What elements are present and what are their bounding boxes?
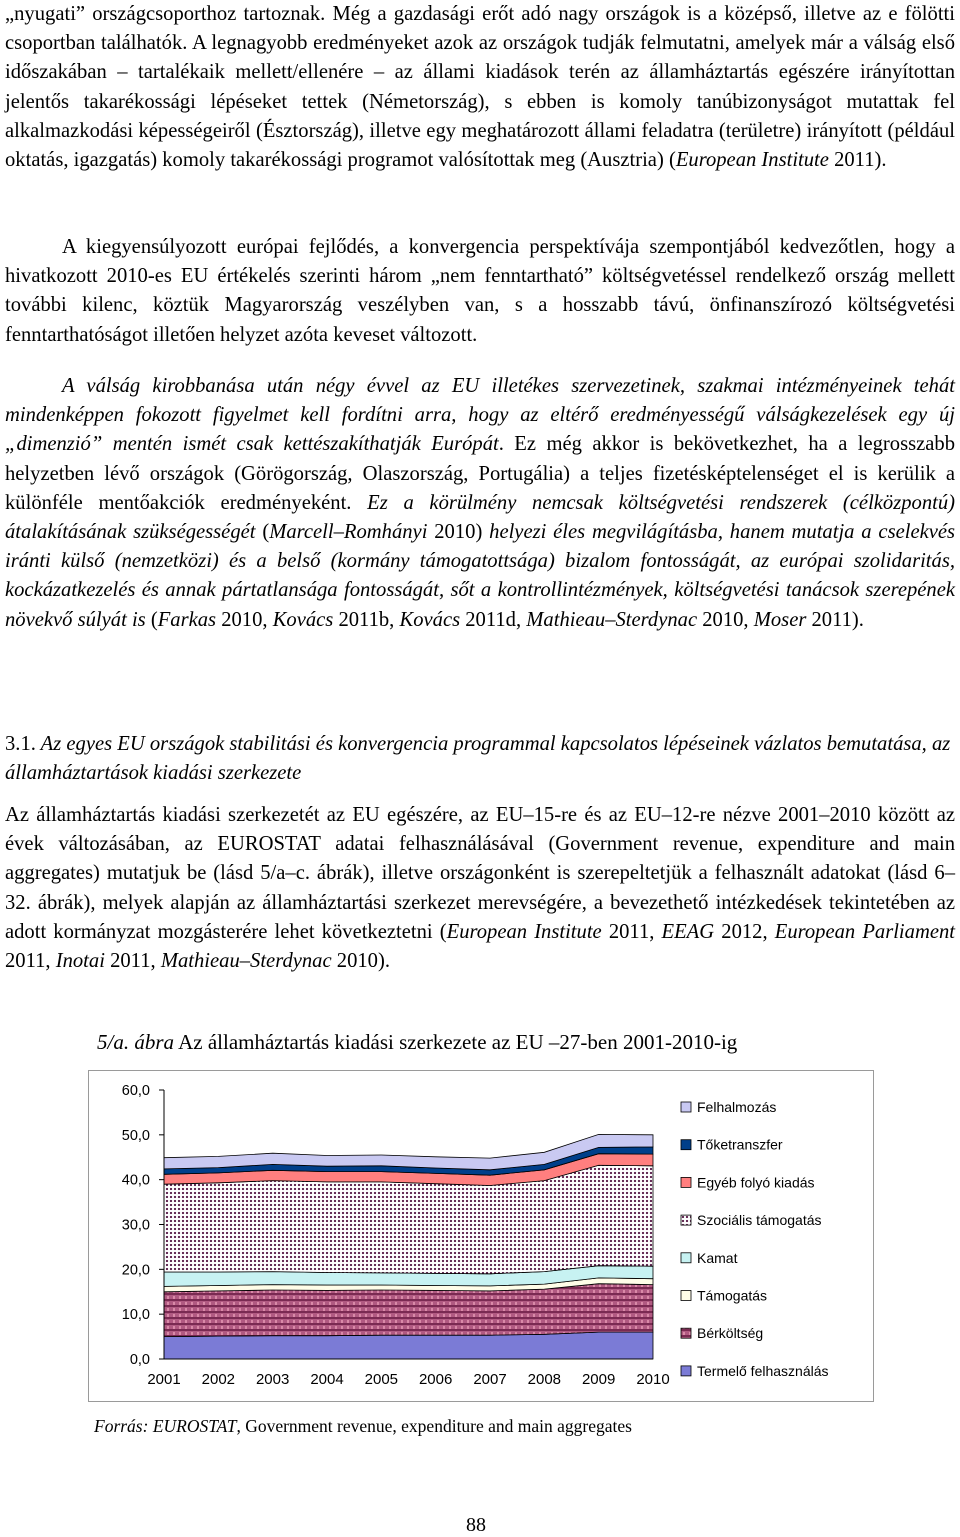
y-tick-label: 0,0: [129, 1352, 150, 1368]
paragraph-4: [5, 801, 955, 976]
citation: Kovács: [272, 608, 334, 631]
paragraph-3-text: (: [145, 608, 158, 631]
page-number: 88: [466, 1514, 486, 1536]
paragraph-3-italic: Ez a körülmény nemcsak költségvetési rendszerek (célközpontú) átalakításának szükségességét: [5, 491, 956, 544]
citation: EEAG: [661, 920, 715, 943]
y-tick-label: 30,0: [121, 1217, 150, 1234]
legend-label: Szociális támogatás: [697, 1212, 822, 1229]
paragraph-4-text: Az államháztartás kiadási szerkezetét az EU egészére, az EU–15-re és az EU–12-re nézve 2001–2010 között az évek változásában, az EUROSTAT adatai felhasználásával (Government revenue, expenditure and main aggregates) mutatjuk be (lásd 5/a–c. ábrák), illetve országonként is szerepeltetjük a felhasznált adatokat (lásd 6–32. ábrák), melyek alapján az államháztartási szerkezet merevségére, a bevezethető intézkedések tekintetében az adott kormányzat mozgásterére lehet következtetni (: [5, 804, 955, 943]
x-tick-label: 2002: [201, 1371, 236, 1388]
citation: Marcell–Romhányi: [269, 521, 428, 544]
x-tick-label: 2008: [527, 1371, 562, 1388]
legend-swatch: [681, 1328, 691, 1338]
stacked-area-chart: [89, 1071, 873, 1401]
paragraph-3-text: 2011).: [806, 608, 864, 631]
section-title: Az egyes EU országok stabilitási és konvergencia programmal kapcsolatos lépéseinek vázlatos bemutatása, az államháztartások kiadási szerkezete: [5, 733, 951, 785]
paragraph-2: [5, 233, 955, 350]
citation: Mathieau–Sterdynac: [160, 950, 332, 973]
legend-label: Támogatás: [697, 1287, 768, 1304]
citation: Kovács: [399, 608, 461, 631]
x-tick-label: 2010: [636, 1371, 670, 1388]
legend-label: Kamat: [697, 1249, 738, 1266]
figure-source: [94, 1413, 632, 1439]
x-tick-label: 2003: [255, 1371, 290, 1388]
legend-swatch: [681, 1215, 691, 1225]
legend-label: Bérköltség: [697, 1325, 764, 1342]
y-tick-label: 10,0: [121, 1307, 150, 1324]
figure-title: Az államháztartás kiadási szerkezete az EU –27-ben 2001-2010-ig: [174, 1030, 738, 1054]
paragraph-4-text: 2010).: [331, 950, 390, 973]
paragraph-3-text: 2010,: [697, 608, 754, 631]
series-area-1: [164, 1284, 653, 1337]
paragraph-3-text: (: [255, 521, 270, 544]
chart-frame: [88, 1070, 874, 1402]
paragraph-4-text: 2011,: [601, 920, 662, 943]
x-tick-label: 2004: [310, 1371, 344, 1388]
paragraph-3-text: 2011d,: [460, 608, 527, 631]
legend-label: Felhalmozás: [697, 1099, 777, 1115]
paragraph-1: [5, 0, 955, 175]
citation: European Institute: [446, 920, 602, 943]
y-tick-label: 60,0: [121, 1083, 150, 1099]
legend-swatch: [681, 1366, 691, 1376]
paragraph-3-italic: A válság kirobbanása után négy évvel az EU illetékes szervezetinek, szakmai intézményeinek tehát mindenképpen fokozott figyelmet kell fordítni arra, hogy az eltérő eredményességű válságkezelések egy új „dimenzió” mentén ismét csak kettészakíthatják Európát: [5, 375, 955, 456]
paragraph-3-italic: helyezi éles megvilágításba, hanem mutatja a cselekvés iránti külső (nemzetközi) és a belső (kormány támogatottsága) bizalom fontosságát, az európai szolidaritás, kockázatkezelés és annak pártatlansága fontosságát, sőt a kontrollintézmények, költségvetési tanácsok szerepének növekvő súlyát is: [5, 521, 956, 631]
source-label: Forrás: EUROSTAT: [94, 1416, 237, 1436]
citation: European Parliament: [774, 920, 955, 943]
paragraph-3-text: 2010,: [216, 608, 273, 631]
citation: Farkas: [157, 608, 217, 631]
x-tick-label: 2009: [581, 1371, 616, 1388]
section-heading: [5, 730, 955, 788]
citation: Moser: [753, 608, 807, 631]
legend-label: Egyéb folyó kiadás: [697, 1174, 815, 1191]
paragraph-3-text: . Ez még akkor is bekövetkezhet, ha a legrosszabb helyzetben lévő országok (Görögország, Olaszország, Portugália) a teljes fizetésképtelenséget el is kerülik a különféle mentőakciók eredményeként.: [5, 433, 955, 514]
paragraph-4-text: 2011,: [104, 950, 161, 973]
legend-swatch: [681, 1102, 691, 1112]
paragraph-4-text: 2012,: [714, 920, 775, 943]
paragraph-1-end: 2011).: [828, 149, 887, 172]
x-tick-label: 2007: [473, 1371, 507, 1388]
section-number: 3.1.: [5, 733, 36, 755]
x-tick-label: 2005: [364, 1371, 399, 1388]
figure-caption: [97, 1027, 737, 1057]
source-text: , Government revenue, expenditure and main aggregates: [236, 1416, 632, 1436]
citation: European Institute: [675, 149, 829, 172]
citation: Inotai: [55, 950, 105, 973]
paragraph-4-text: 2011,: [5, 950, 56, 973]
citation: Mathieau–Sterdynac: [526, 608, 698, 631]
legend-swatch: [681, 1140, 691, 1150]
legend-swatch: [681, 1253, 691, 1263]
paragraph-2-text: A kiegyensúlyozott európai fejlődés, a konvergencia perspektívája szempontjából kedvezőtlen, hogy a hivatkozott 2010-es EU értékelés szerinti három „nem fenntartható” költségvetéssel rendelkező ország mellett további kilenc, köztük Magyarország veszélyben van, s a hosszabb távú, önfinanszírozó költségvetési fenntarthatóságot illetően helyzet azóta keveset változott.: [5, 236, 955, 346]
x-tick-label: 2006: [418, 1371, 453, 1388]
paragraph-1-text: „nyugati” országcsoporthoz tartoznak. Még a gazdasági erőt adó nagy országok is a középső, illetve az e fölötti csoportban találhatók. A legnagyobb eredményeket azok az országok tudják felmutatni, amelyek már a válság első időszakában – tartalékaik mellett/ellenére – az állami kiadások terén az államháztartás egészére irányítottan jelentős takarékossági lépéseket tettek (Németország), s ebben is komoly tanúbizonyságot mutattak fel alkalmazkodási képességeiről (Észtország), illetve egy meghatározott állami feladatra (területre) irányított (például oktatás, igazgatás) komoly takarékossági programot valósítottak meg (Ausztria) (: [5, 3, 955, 172]
y-tick-label: 40,0: [121, 1172, 150, 1189]
y-tick-label: 20,0: [121, 1262, 150, 1279]
x-tick-label: 2001: [147, 1371, 181, 1388]
legend-swatch: [681, 1177, 691, 1187]
legend-label: Termelő felhasználás: [697, 1362, 829, 1379]
legend-label: Tőketranszfer: [697, 1136, 783, 1153]
paragraph-3-text: 2010): [427, 521, 490, 544]
paragraph-3-text: 2011b,: [333, 608, 400, 631]
legend-swatch: [681, 1291, 691, 1301]
y-tick-label: 50,0: [121, 1127, 150, 1144]
figure-number: 5/a. ábra: [97, 1030, 175, 1054]
paragraph-3: [5, 372, 955, 635]
